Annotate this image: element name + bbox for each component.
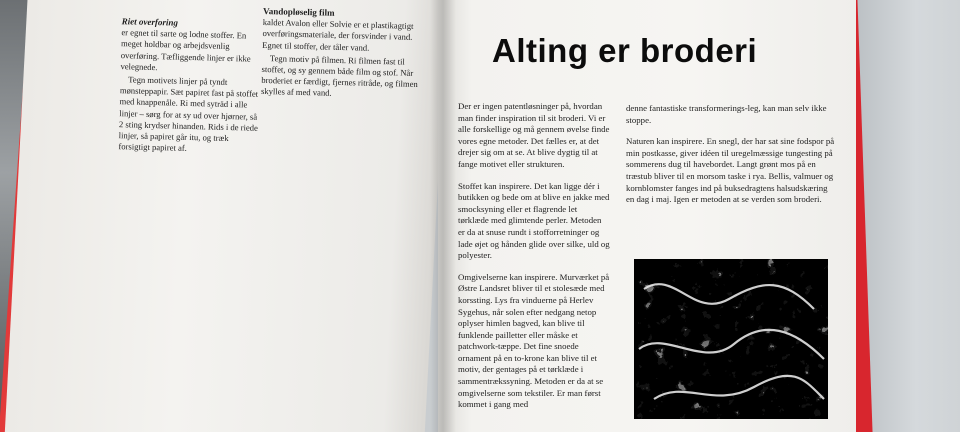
lichen-texture-image (634, 259, 828, 419)
paragraph: Stoffet kan inspirere. Det kan ligge dér i butikken og bede om at blive en jakke med smocksyning eller et flagrende let tørklæde med glimtende perler. Metoden er da at snuse rundt i stofforretninger og lade øjet og hånden glide over silke, uld og polyester. (458, 180, 610, 261)
lichen-photo (634, 259, 828, 419)
book-gutter (430, 0, 456, 432)
paragraph: Naturen kan inspirere. En snegl, der har sat sine fodspor på min postkasse, giver idéen til uregelmæssige tungesting på sommerens dug til havebordet. Langt grønt mos på en træstub bliver til en morsom taske i rya. Bellis, valmuer og kornblomster fanges ind på buksedragtens halsudskæring en dag i maj. Igen er metoden at se verden som broderi. (626, 136, 835, 205)
left-page-column-1 (118, 16, 262, 158)
paragraph: Der er ingen patentløsninger på, hvordan man finder inspiration til sit broderi. Vi er alle forskellige og må gennem øvelse finde vores egne metoder. Det fælles er, at det drejer sig om at se. At blive dygtig til at fange motivet eller strukturen. (458, 101, 610, 169)
paragraph: er egnet til sarte og lodne stoffer. En meget holdbar og arbejdsvenlig overføring. Tæfliggende linjer er ikke velegnede. (120, 27, 251, 72)
column-heading: Riet overforing (121, 16, 179, 28)
paragraph: kaldet Avalon eller Solvie er et plastikagtigt overføringsmateriale, der forsvinder i vand. Egnet til stoffer, der tåler vand. (262, 17, 414, 53)
paragraph: Tegn motivets linjer på tyndt mønstерpapir. Sæt papiret fast på stoffet med knappenåle. Ri med syträd i alle linjer – sørg for at sy ud over hjørner, så 2 sting krydser hinanden. Rids i de riede linjer, så papiret går itu, og træk forsigtigt papiret af. (118, 74, 259, 154)
right-page-column-2 (626, 103, 836, 216)
paragraph: denne fantastiske transformerings-leg, kan man selv ikke stoppe. (626, 103, 827, 125)
left-page-column-2 (261, 6, 421, 104)
paragraph: Omgivelserne kan inspirere. Murværket på Østre Landsret bliver til et stolesæde med korssting. Lys fra vinduerne på Herlev Sygehus, når solen efter nedgang netop oplyser himlen bagved, kan blive til funklende pailletter eller måske et patchwork-tæppe. Det fine snoede ornament på en to-krone kan blive til et motiv, der gentages på et tørklæde i sammentrækssyning. Metoden er da at se omgivelserne som tekstiler. Er man først kommet i gang med (458, 271, 610, 410)
right-page-column-1 (458, 101, 610, 421)
paragraph: Tegn motiv på filmen. Ri filmen fast til stoffet, og sy gennem både film og stof. Når broderiet er færdigt, fjernes ritråde, og filmen skylles af med vand. (260, 52, 418, 99)
chapter-title: Alting er broderi (492, 32, 758, 69)
column-heading: Vandopløselig film (262, 5, 335, 18)
